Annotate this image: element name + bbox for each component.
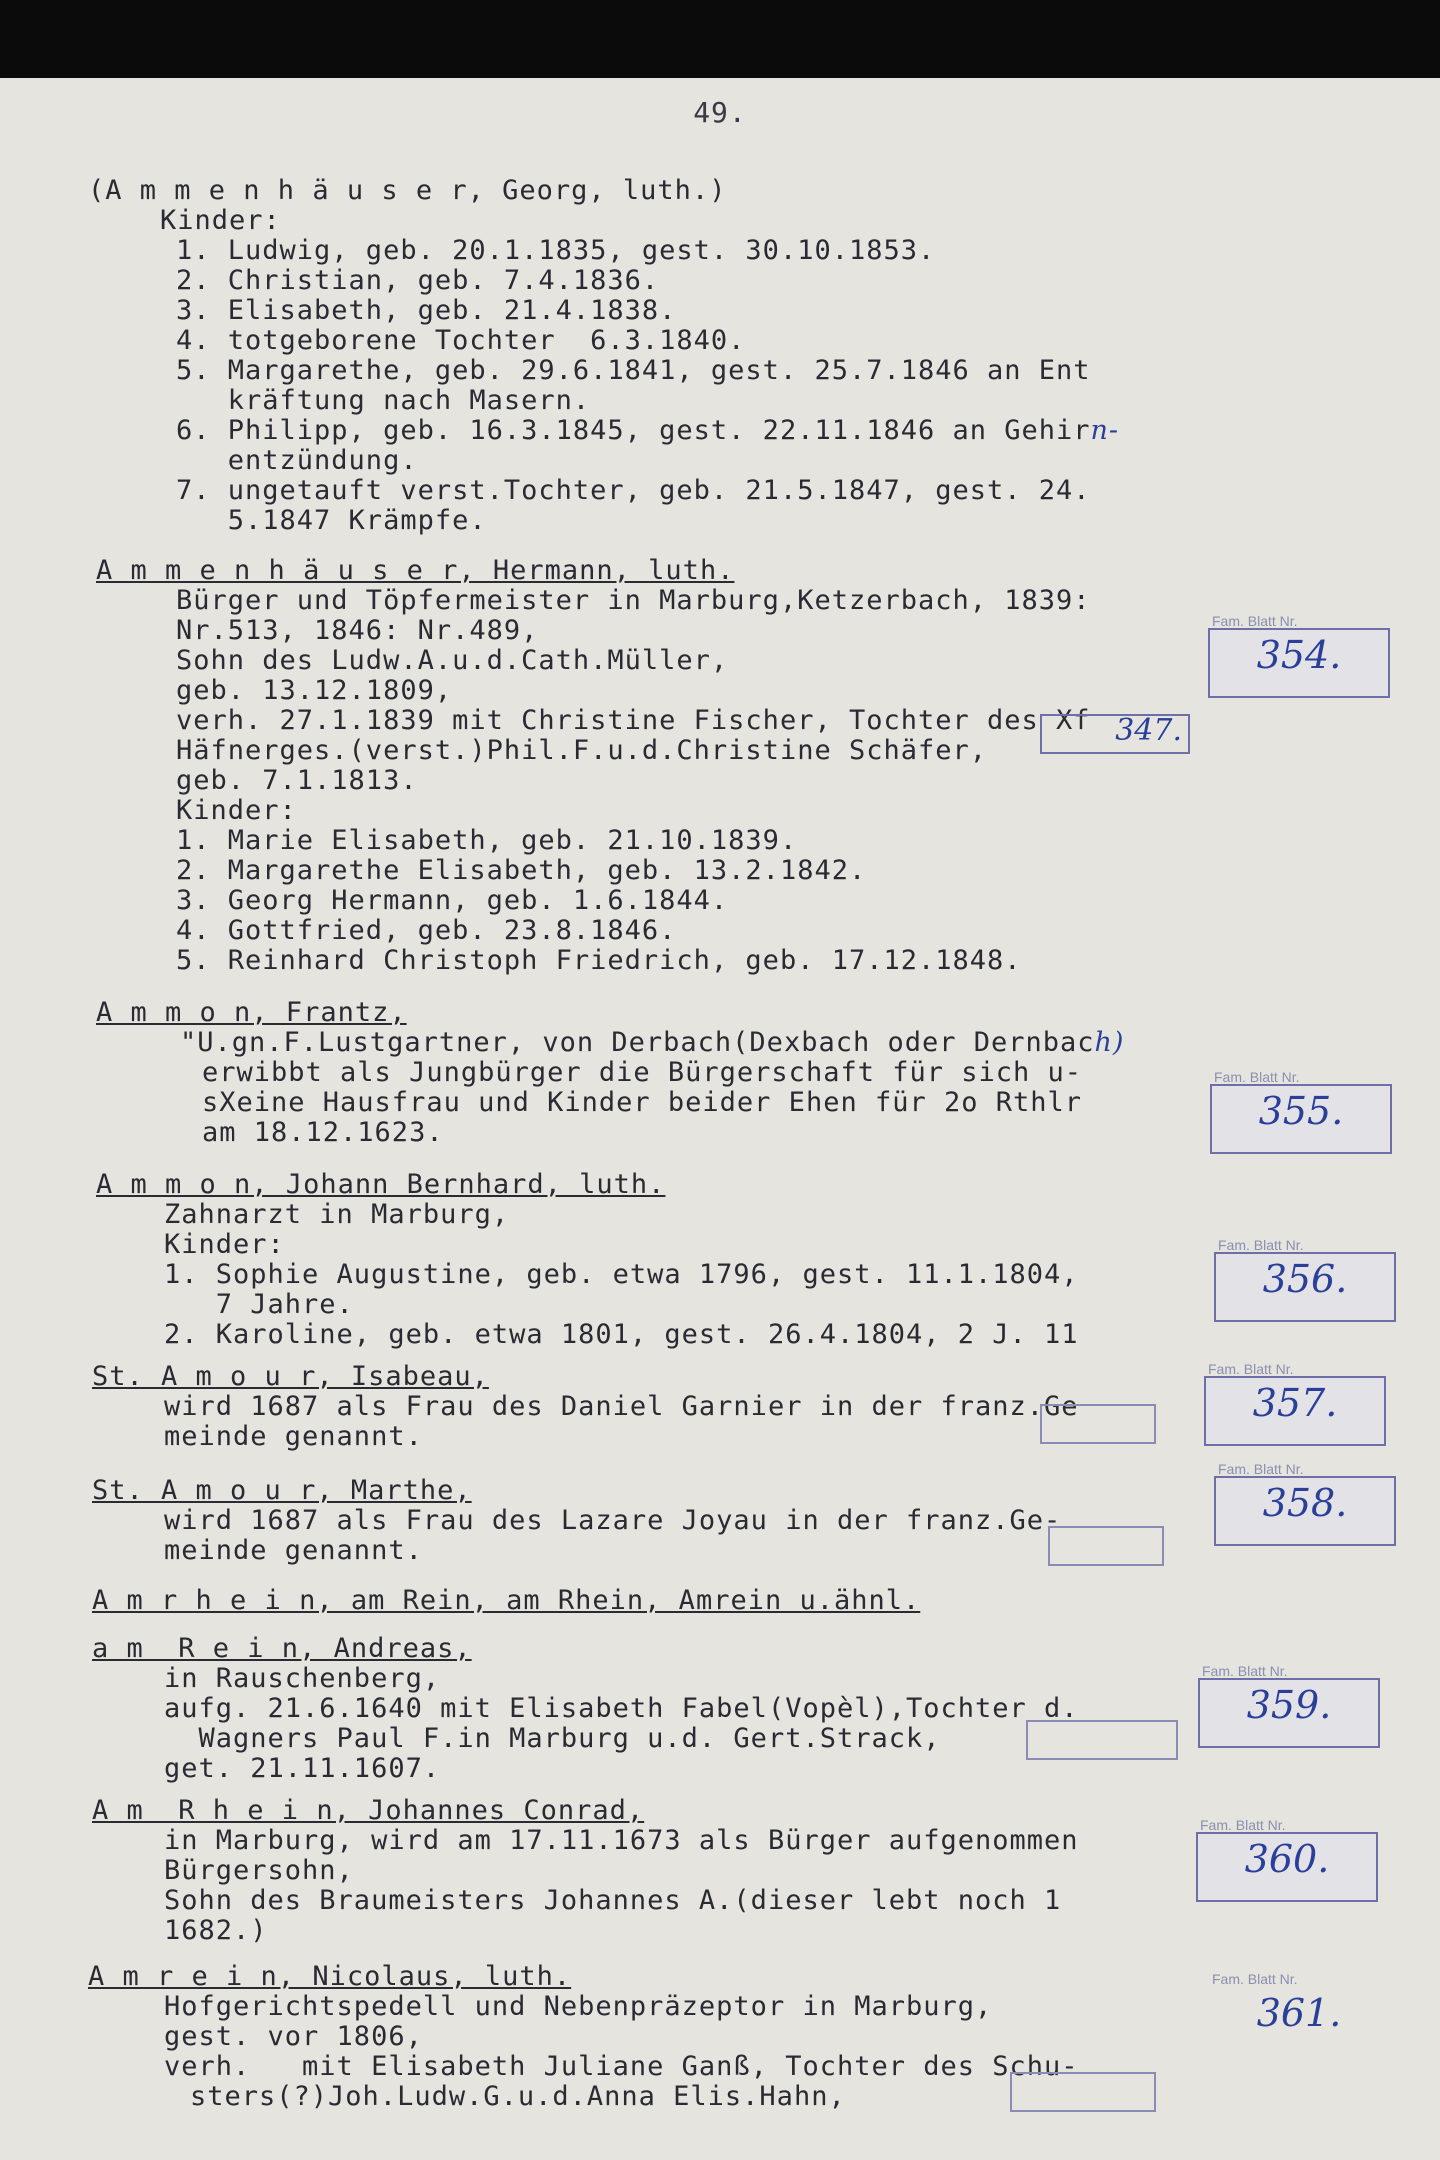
entry-line: Kinder:: [176, 795, 297, 826]
entry-line: Kinder:: [164, 1229, 285, 1260]
entry-heading: A m m o n, Johann Bernhard, luth.: [96, 1169, 666, 1200]
entry-line: 1. Sophie Augustine, geb. etwa 1796, gest. 11.1.1804,: [164, 1259, 1079, 1290]
cross-reference-box: [1048, 1526, 1164, 1566]
entry-line: Sohn des Braumeisters Johannes A.(dieser lebt noch 1: [164, 1885, 1062, 1916]
entry-line: 7. ungetauft verst.Tochter, geb. 21.5.1847, gest. 24.: [176, 475, 1091, 506]
card-number: 359.: [1246, 1683, 1332, 1727]
entry-line: 1682.): [164, 1915, 268, 1946]
entry-line: verh. 27.1.1839 mit Christine Fischer, Tochter des Xf: [176, 705, 1091, 736]
card-label: Fam. Blatt Nr.: [1214, 1069, 1300, 1085]
entry-line: 5. Reinhard Christoph Friedrich, geb. 17.12.1848.: [176, 945, 1022, 976]
card-label: Fam. Blatt Nr.: [1212, 613, 1298, 629]
entry-heading: A m R h e i n, Johannes Conrad,: [92, 1795, 645, 1826]
entry-line: Hofgerichtspedell und Nebenpräzeptor in Marburg,: [164, 1991, 993, 2022]
entry-line: verh. mit Elisabeth Juliane Ganß, Tochter des Schu-: [164, 2051, 1079, 2082]
entry-line: sXeine Hausfrau und Kinder beider Ehen für 2o Rthlr: [202, 1087, 1083, 1118]
entry-heading: A m m o n, Frantz,: [96, 997, 407, 1028]
card-number: 356.: [1262, 1257, 1348, 1301]
entry-line: sters(?)Joh.Ludw.G.u.d.Anna Elis.Hahn,: [190, 2081, 846, 2112]
entry-line: 1. Marie Elisabeth, geb. 21.10.1839.: [176, 825, 798, 856]
entry-heading: St. A m o u r, Isabeau,: [92, 1361, 489, 1392]
family-sheet-card: [1214, 1237, 1396, 1322]
entry-line: get. 21.11.1607.: [164, 1753, 441, 1784]
cross-reference-box: [1010, 2072, 1156, 2112]
entry-line: in Rauschenberg,: [164, 1663, 441, 1694]
card-number: 354.: [1256, 633, 1342, 677]
entry-line: wird 1687 als Frau des Lazare Joyau in der franz.Ge-: [164, 1505, 1062, 1536]
card-label: Fam. Blatt Nr.: [1208, 1361, 1294, 1377]
card-label: Fam. Blatt Nr.: [1200, 1817, 1286, 1833]
entry-heading: (A m m e n h ä u s e r, Georg, luth.): [88, 175, 727, 206]
family-sheet-card: [1196, 1817, 1378, 1902]
entry-heading: A m r h e i n, am Rein, am Rhein, Amrein u.ähnl.: [92, 1585, 921, 1616]
entry-line: Wagners Paul F.in Marburg u.d. Gert.Strack,: [164, 1723, 941, 1754]
entry-line: Bürger und Töpfermeister in Marburg,Ketzerbach, 1839:: [176, 585, 1091, 616]
entry-line: aufg. 21.6.1640 mit Elisabeth Fabel(Vopèl),Tochter d.: [164, 1693, 1079, 1724]
card-label: Fam. Blatt Nr.: [1212, 1971, 1298, 1987]
entry-heading: A m r e i n, Nicolaus, luth.: [88, 1961, 572, 1992]
entry-heading: St. A m o u r, Marthe,: [92, 1475, 472, 1506]
entry-line: meinde genannt.: [164, 1421, 423, 1452]
entry-line: 4. totgeborene Tochter 6.3.1840.: [176, 325, 746, 356]
family-sheet-card: [1198, 1663, 1380, 1748]
card-label: Fam. Blatt Nr.: [1202, 1663, 1288, 1679]
card-number: 358.: [1262, 1481, 1348, 1525]
cross-reference-box: 347.: [1040, 714, 1190, 754]
archive-page: [0, 78, 1440, 2160]
cross-reference-box: [1040, 1404, 1156, 1444]
entry-line: Nr.513, 1846: Nr.489,: [176, 615, 539, 646]
family-sheet-card: [1214, 1461, 1396, 1546]
entry-line: geb. 7.1.1813.: [176, 765, 418, 796]
card-number: 355.: [1258, 1089, 1344, 1133]
entry-line: Bürgersohn,: [164, 1855, 354, 1886]
entry-line: 5. Margarethe, geb. 29.6.1841, gest. 25.7.1846 an Ent: [176, 355, 1091, 386]
entry-line: 5.1847 Krämpfe.: [176, 505, 487, 536]
entry-line: Häfnerges.(verst.)Phil.F.u.d.Christine Schäfer,: [176, 735, 988, 766]
card-number: 361.: [1256, 1991, 1342, 2035]
entry-line: kräftung nach Masern.: [176, 385, 591, 416]
cross-reference-box: [1026, 1720, 1178, 1760]
entry-line: 2. Margarethe Elisabeth, geb. 13.2.1842.: [176, 855, 867, 886]
entry-line: erwibbt als Jungbürger die Bürgerschaft für sich u-: [202, 1057, 1083, 1088]
entry-heading: A m m e n h ä u s e r, Hermann, luth.: [96, 555, 735, 586]
entry-line: 4. Gottfried, geb. 23.8.1846.: [176, 915, 677, 946]
family-sheet-card: [1204, 1361, 1386, 1446]
family-sheet-card: [1210, 1069, 1392, 1154]
page-number: 49.: [693, 96, 747, 129]
entry-line: Zahnarzt in Marburg,: [164, 1199, 510, 1230]
entry-line: 6. Philipp, geb. 16.3.1845, gest. 22.11.1846 an Gehirn-: [176, 415, 1120, 446]
entry-line: 2. Christian, geb. 7.4.1836.: [176, 265, 660, 296]
card-number: 357.: [1252, 1381, 1338, 1425]
entry-line: gest. vor 1806,: [164, 2021, 423, 2052]
entry-line: Sohn des Ludw.A.u.d.Cath.Müller,: [176, 645, 729, 676]
entry-line: meinde genannt.: [164, 1535, 423, 1566]
entry-heading: a m R e i n, Andreas,: [92, 1633, 472, 1664]
handwritten-annotation: n-: [1090, 415, 1120, 446]
card-label: Fam. Blatt Nr.: [1218, 1461, 1304, 1477]
entry-line: 1. Ludwig, geb. 20.1.1835, gest. 30.10.1853.: [176, 235, 936, 266]
entry-line: wird 1687 als Frau des Daniel Garnier in der franz.Ge: [164, 1391, 1079, 1422]
handwritten-annotation: h): [1094, 1027, 1125, 1058]
entry-line: 2. Karoline, geb. etwa 1801, gest. 26.4.1804, 2 J. 11: [164, 1319, 1079, 1350]
entry-line: geb. 13.12.1809,: [176, 675, 453, 706]
family-sheet-card: [1208, 613, 1390, 698]
card-number: 360.: [1244, 1837, 1330, 1881]
entry-line: am 18.12.1623.: [202, 1117, 444, 1148]
entry-line: 7 Jahre.: [164, 1289, 354, 1320]
entry-line: in Marburg, wird am 17.11.1673 als Bürger aufgenommen: [164, 1825, 1079, 1856]
entry-line: entzündung.: [176, 445, 418, 476]
entry-line: "U.gn.F.Lustgartner, von Derbach(Dexbach oder Dernbach): [180, 1027, 1125, 1058]
card-label: Fam. Blatt Nr.: [1218, 1237, 1304, 1253]
entry-line: 3. Georg Hermann, geb. 1.6.1844.: [176, 885, 729, 916]
family-sheet-card: [1208, 1971, 1390, 2056]
entry-line: Kinder:: [160, 205, 281, 236]
entry-line: 3. Elisabeth, geb. 21.4.1838.: [176, 295, 677, 326]
